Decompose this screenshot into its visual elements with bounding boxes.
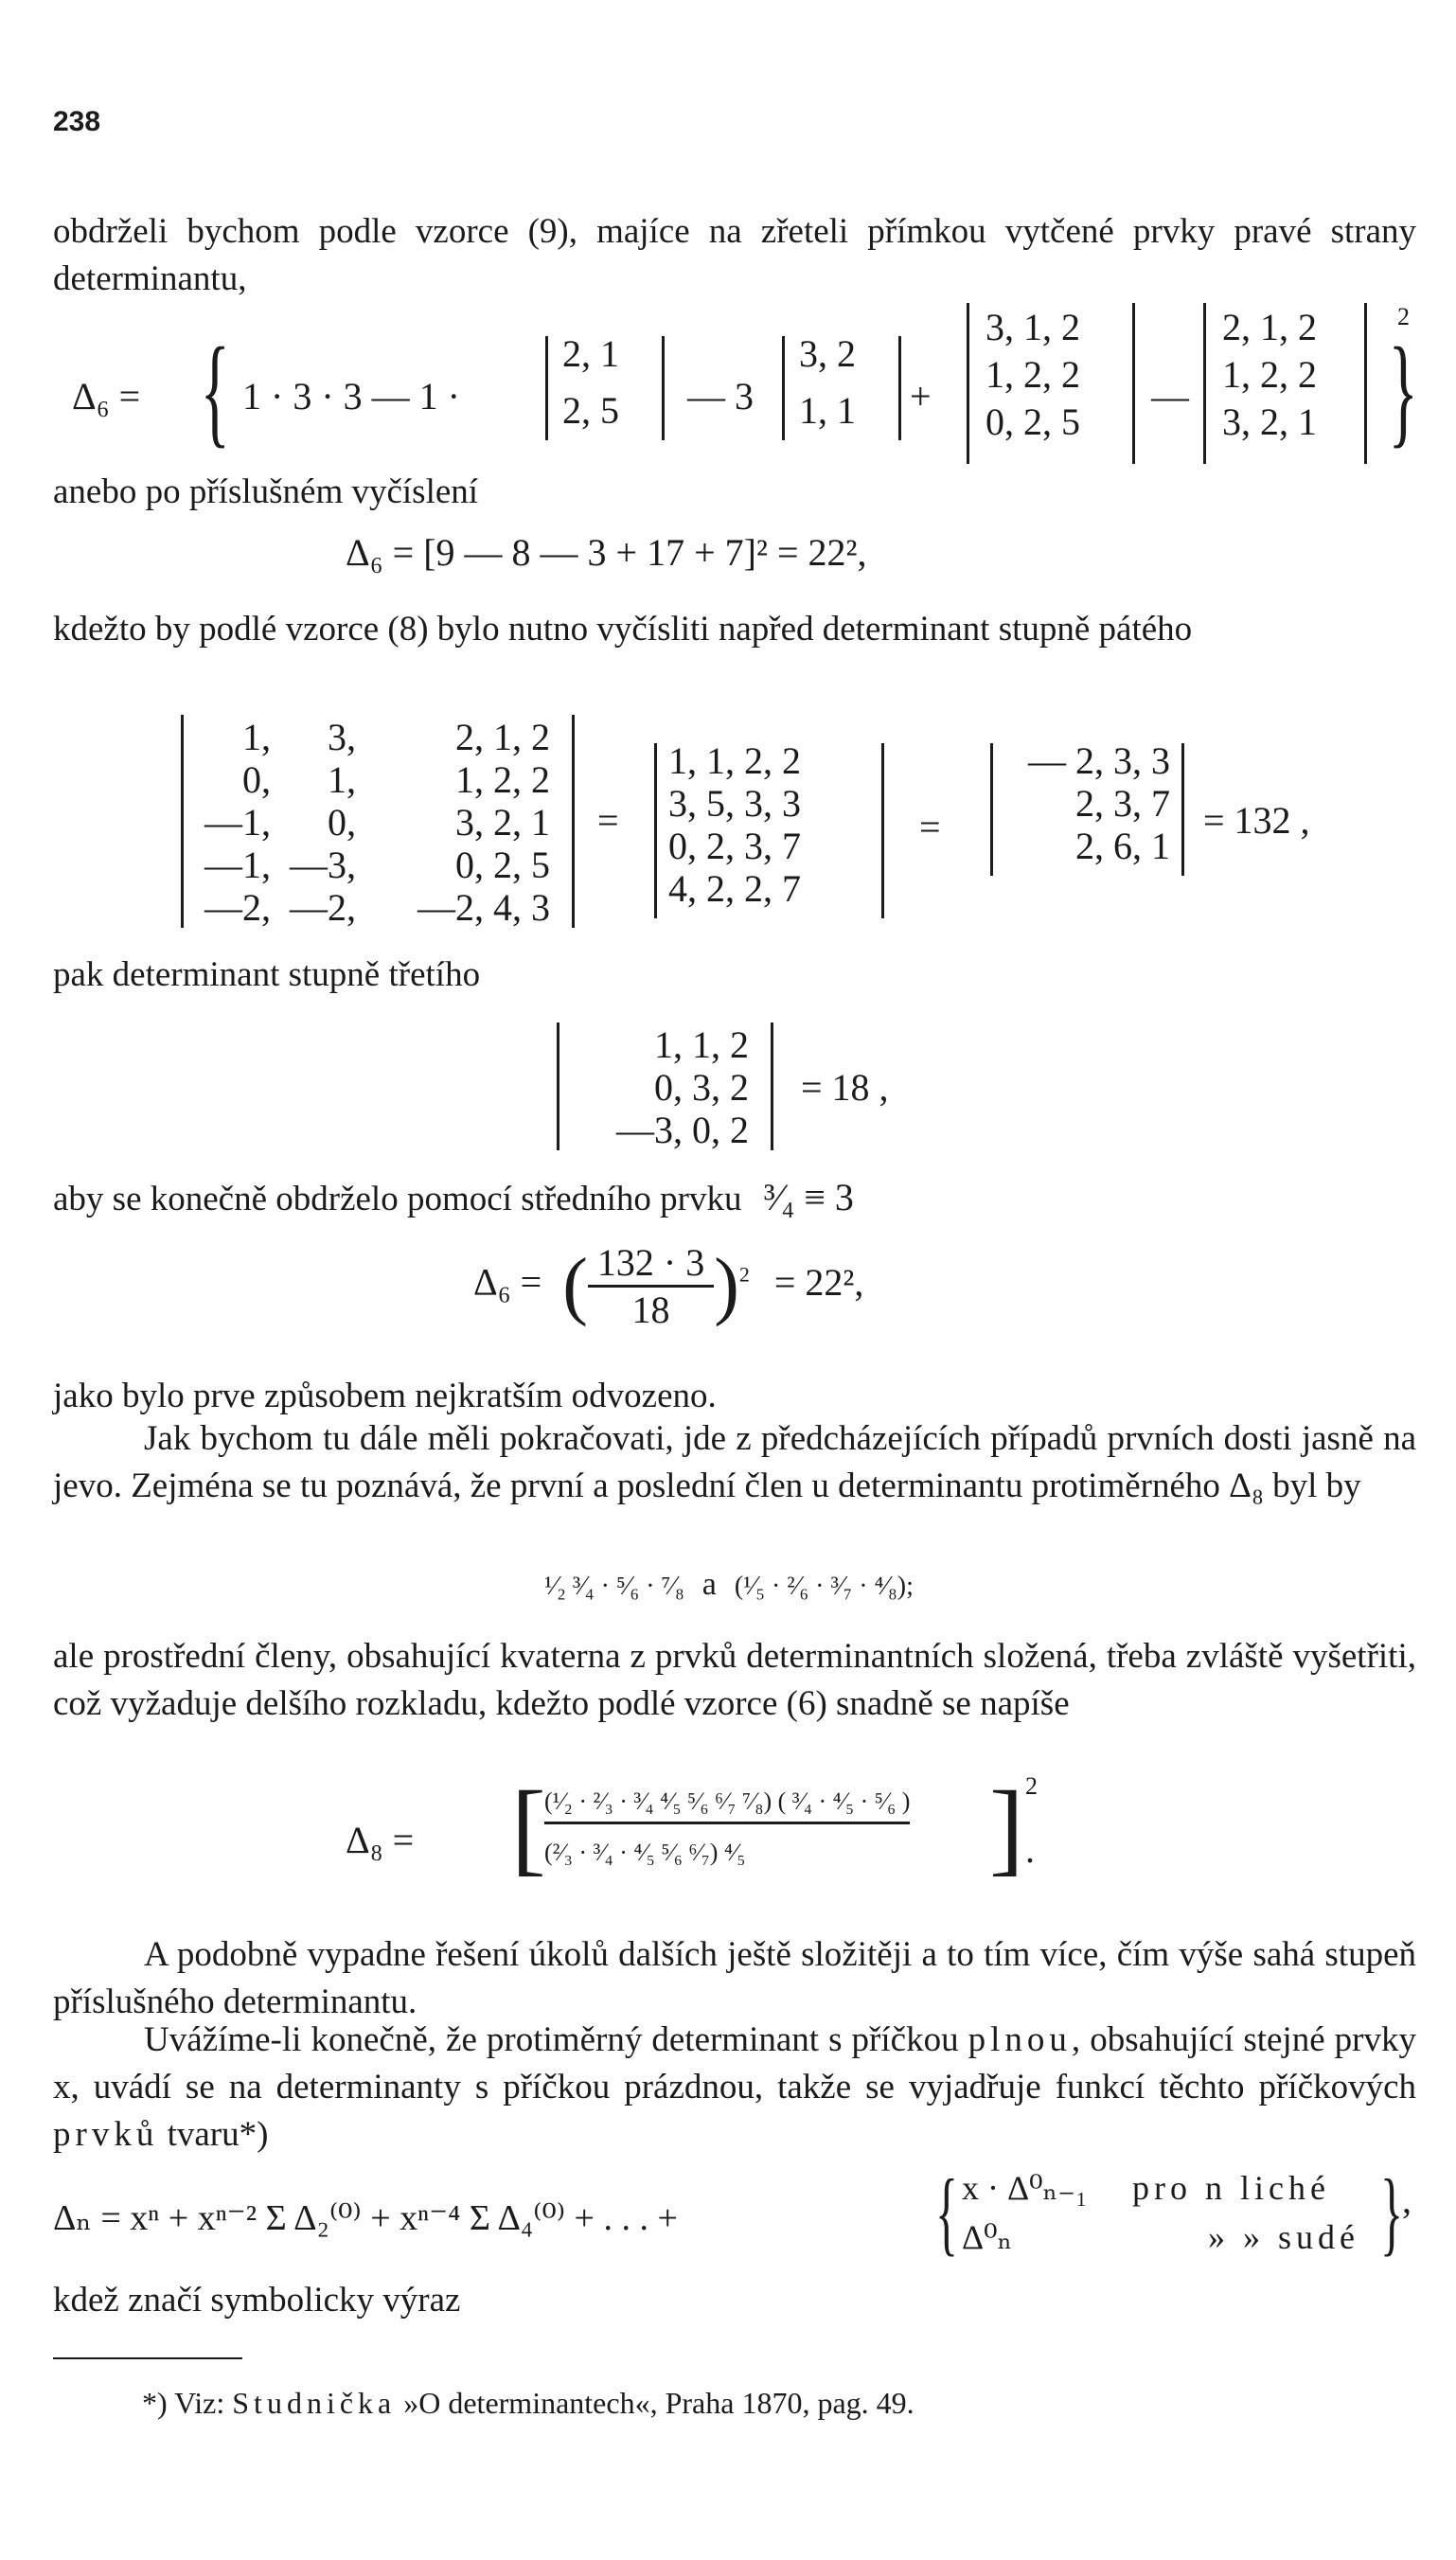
equation-7 bbox=[346, 1769, 1103, 1903]
footnote bbox=[142, 2386, 914, 2421]
paragraph-6: jako bylo prve způsobem nejkratším odvozeno. bbox=[53, 1377, 717, 1415]
det-a-left-bar bbox=[545, 336, 548, 440]
eq5-lhs: Δ₆ = bbox=[473, 1260, 542, 1304]
det5-left-bar bbox=[181, 715, 184, 928]
equation-2: Δ₆ = [9 — 8 — 3 + 17 + 7]² = 22², bbox=[346, 531, 867, 574]
det4-right-bar bbox=[881, 743, 884, 918]
det-c-row-3: 0, 2, 5 bbox=[985, 400, 1080, 443]
eq8-case2-cond: » » sudé bbox=[1208, 2218, 1359, 2256]
det5-r5-c2: —2, bbox=[290, 886, 356, 929]
eq1-term1: 1 · 3 · 3 — 1 · bbox=[242, 375, 460, 418]
det-a-right-bar bbox=[662, 336, 665, 440]
det-e-left-bar bbox=[557, 1022, 559, 1150]
det3-left-bar bbox=[990, 743, 993, 876]
det-d-row-3: 3, 2, 1 bbox=[1222, 400, 1317, 443]
eq7-exponent: 2 bbox=[1025, 1772, 1038, 1800]
eq5-numerator: 132 · 3 bbox=[588, 1240, 714, 1288]
eq5-right-paren: ) bbox=[714, 1244, 739, 1327]
det-d-right-bar bbox=[1364, 303, 1367, 464]
det3-row-3: 2, 6, 1 bbox=[1075, 825, 1170, 867]
footnote-author: Studnička bbox=[232, 2386, 397, 2420]
paragraph-5-text: aby se konečně obdrželo pomocí středního prvku bbox=[53, 1180, 742, 1218]
det5-right-bar bbox=[572, 715, 575, 928]
eq1-lhs: Δ₆ = bbox=[72, 375, 141, 418]
paragraph-7: Jak bychom tu dále měli pokračovati, jde z předcházejících případů prvních dosti jasně na jevo. Zejména se tu poznává, že první a poslední člen u determinantu protiměrného Δ₈ byl by bbox=[53, 1419, 1416, 1505]
det-e-row-2: 0, 3, 2 bbox=[654, 1066, 749, 1109]
eq7-period: . bbox=[1025, 1828, 1035, 1871]
det5-r2-c3: 1, 2, 2 bbox=[455, 758, 550, 801]
eq7-left-bracket: [ bbox=[511, 1769, 546, 1885]
equation-5 bbox=[473, 1240, 863, 1332]
eq7-right-bracket: ] bbox=[989, 1769, 1024, 1885]
equation-6 bbox=[544, 1567, 914, 1603]
eq5-left-paren: ( bbox=[562, 1244, 588, 1327]
eq1-plus: + bbox=[910, 375, 932, 418]
paragraph-10-part-c: , obsahující stejné prvky x, uvádí se na determinanty s příčkou prázdnou, takže se vyjadřuje funkcí těchto příčkových bbox=[53, 2020, 1416, 2107]
det5-r3-c3: 3, 2, 1 bbox=[455, 801, 550, 844]
det-d-row-1: 2, 1, 2 bbox=[1222, 306, 1317, 348]
eq3-equals-2: = bbox=[919, 806, 941, 848]
det-c-left-bar bbox=[967, 303, 969, 464]
det3-row-1: — 2, 3, 3 bbox=[1028, 739, 1170, 782]
paragraph-10-part-e: tvaru*) bbox=[167, 2115, 269, 2154]
eq8-case1-expr: x · Δ⁰ₙ₋₁ bbox=[962, 2169, 1088, 2207]
det5-r3-c1: —1, bbox=[204, 801, 271, 844]
footnote-rest: »O determinantech«, Praha 1870, pag. 49. bbox=[403, 2386, 914, 2420]
eq5-exponent: 2 bbox=[738, 1262, 750, 1287]
det-c-row-1: 3, 1, 2 bbox=[985, 306, 1080, 348]
det-a-row-1: 2, 1 bbox=[562, 332, 619, 375]
det5-r4-c1: —1, bbox=[204, 844, 271, 886]
det5-r2-c1: 0, bbox=[242, 758, 271, 801]
paragraph-9: A podobně vypadne řešení úkolů dalších ještě složitěji a to tím více, čím výše sahá stupeň příslušného determinantu. bbox=[53, 1935, 1416, 2021]
det4-row-4: 4, 2, 2, 7 bbox=[668, 867, 801, 910]
det5-r4-c3: 0, 2, 5 bbox=[455, 844, 550, 886]
det4-row-1: 1, 1, 2, 2 bbox=[668, 739, 801, 782]
equation-1 bbox=[53, 303, 1418, 464]
det-e-row-3: —3, 0, 2 bbox=[616, 1109, 749, 1151]
paragraph-10-plnou: plnou bbox=[968, 2020, 1072, 2059]
paragraph-5 bbox=[53, 1174, 854, 1223]
det4-row-2: 3, 5, 3, 3 bbox=[668, 782, 801, 825]
det-c-row-2: 1, 2, 2 bbox=[985, 353, 1080, 396]
middle-element: ³⁄₄ ≡ 3 bbox=[763, 1176, 854, 1218]
eq5-fraction bbox=[588, 1240, 714, 1332]
eq8-case1-cond: pro n liché bbox=[1132, 2169, 1330, 2207]
det5-r1-c3: 2, 1, 2 bbox=[455, 716, 550, 758]
eq1-left-brace: { bbox=[200, 323, 230, 459]
eq8-comma: , bbox=[1402, 2178, 1412, 2221]
det5-r1-c2: 3, bbox=[328, 716, 356, 758]
det5-r5-c1: —2, bbox=[204, 886, 271, 929]
equation-3 bbox=[53, 715, 1416, 933]
eq3-equals-1: = bbox=[597, 799, 619, 842]
paragraph-3: kdežto by podlé vzorce (8) bylo nutno vyčísliti napřed determinant stupně pátého bbox=[53, 610, 1193, 649]
footnote-mark: *) Viz: bbox=[142, 2386, 225, 2420]
paragraph-10 bbox=[53, 2017, 1416, 2159]
paragraph-4: pak determinant stupně třetího bbox=[53, 955, 481, 994]
det-b-row-2: 1, 1 bbox=[799, 389, 856, 432]
det5-r1-c1: 1, bbox=[242, 716, 271, 758]
eq1-right-brace: } bbox=[1388, 323, 1418, 459]
eq8-left-brace: { bbox=[935, 2160, 958, 2265]
paragraph-10-prvku: prvků bbox=[53, 2115, 159, 2154]
eq6-a: a bbox=[701, 1567, 717, 1602]
eq6-left: ¹⁄₂ ³⁄₄ · ⁵⁄₆ · ⁷⁄₈ bbox=[544, 1572, 684, 1601]
equation-4 bbox=[53, 1022, 1416, 1155]
eq7-lhs: Δ₈ = bbox=[346, 1819, 415, 1861]
det4-row-3: 0, 2, 3, 7 bbox=[668, 825, 801, 867]
det5-r5-c3: —2, 4, 3 bbox=[417, 886, 550, 929]
eq1-minus3: — 3 bbox=[687, 375, 754, 418]
eq1-minus: — bbox=[1151, 375, 1189, 418]
eq1-exponent: 2 bbox=[1397, 303, 1410, 330]
eq8-case2-expr: Δ⁰ₙ bbox=[962, 2218, 1013, 2256]
paragraph-10-part-a: Uvážíme-li konečně, že protiměrný determinant s příčkou bbox=[144, 2020, 959, 2059]
det-b-row-1: 3, 2 bbox=[799, 332, 856, 375]
det5-r2-c2: 1, bbox=[328, 758, 356, 801]
eq5-rhs: = 22², bbox=[773, 1260, 864, 1304]
equation-8 bbox=[53, 2160, 1416, 2272]
det-b-left-bar bbox=[782, 336, 785, 440]
det-d-row-2: 1, 2, 2 bbox=[1222, 353, 1317, 396]
page-number: 238 bbox=[53, 106, 101, 137]
det5-r3-c2: 0, bbox=[328, 801, 356, 844]
det4-left-bar bbox=[654, 743, 657, 918]
eq7-denominator: (²⁄₃ · ³⁄₄ · ⁴⁄₅ ⁵⁄₆ ⁶⁄₇) ⁴⁄₅ bbox=[544, 1839, 746, 1866]
det5-r4-c2: —3, bbox=[290, 844, 356, 886]
eq5-denominator: 18 bbox=[631, 1289, 670, 1331]
det-b-right-bar bbox=[898, 336, 901, 440]
det3-right-bar bbox=[1181, 743, 1184, 876]
det-d-left-bar bbox=[1203, 303, 1206, 464]
det-e-row-1: 1, 1, 2 bbox=[654, 1023, 749, 1066]
paragraph-2: anebo po příslušném vyčíslení bbox=[53, 472, 479, 511]
paragraph-8: ale prostřední členy, obsahující kvaterna z prvků determinantních složená, třeba zvláště vyšetřiti, což vyžaduje delšího rozkladu, kdežto podlé vzorce (6) snadně se napíše bbox=[53, 1637, 1416, 1723]
paragraph-1: obdrželi bychom podle vzorce (9), majíce na zřeteli přímkou vytčené prvky pravé strany determinantu, bbox=[53, 212, 1416, 298]
eq7-numerator: (¹⁄₂ · ²⁄₃ · ³⁄₄ ⁴⁄₅ ⁵⁄₆ ⁶⁄₇ ⁷⁄₈) ( ³⁄₄ · ⁴⁄₅ · ⁵⁄₆ ) bbox=[544, 1787, 910, 1824]
det-a-row-2: 2, 5 bbox=[562, 389, 619, 432]
eq8-right-brace: } bbox=[1380, 2160, 1403, 2265]
footnote-separator bbox=[53, 2357, 242, 2359]
eq8-main: Δₙ = xⁿ + xⁿ⁻² Σ Δ₂⁽⁰⁾ + xⁿ⁻⁴ Σ Δ₄⁽⁰⁾ + . . . + bbox=[53, 2198, 678, 2238]
det3-row-2: 2, 3, 7 bbox=[1075, 782, 1170, 825]
eq3-result: = 132 , bbox=[1203, 799, 1310, 842]
eq4-result: = 18 , bbox=[801, 1066, 889, 1109]
eq6-right: (¹⁄₅ · ²⁄₆ · ³⁄₇ · ⁴⁄₈); bbox=[734, 1572, 914, 1601]
det-e-right-bar bbox=[771, 1022, 773, 1150]
paragraph-11: kdež značí symbolicky výraz bbox=[53, 2281, 461, 2320]
det-c-right-bar bbox=[1132, 303, 1135, 464]
